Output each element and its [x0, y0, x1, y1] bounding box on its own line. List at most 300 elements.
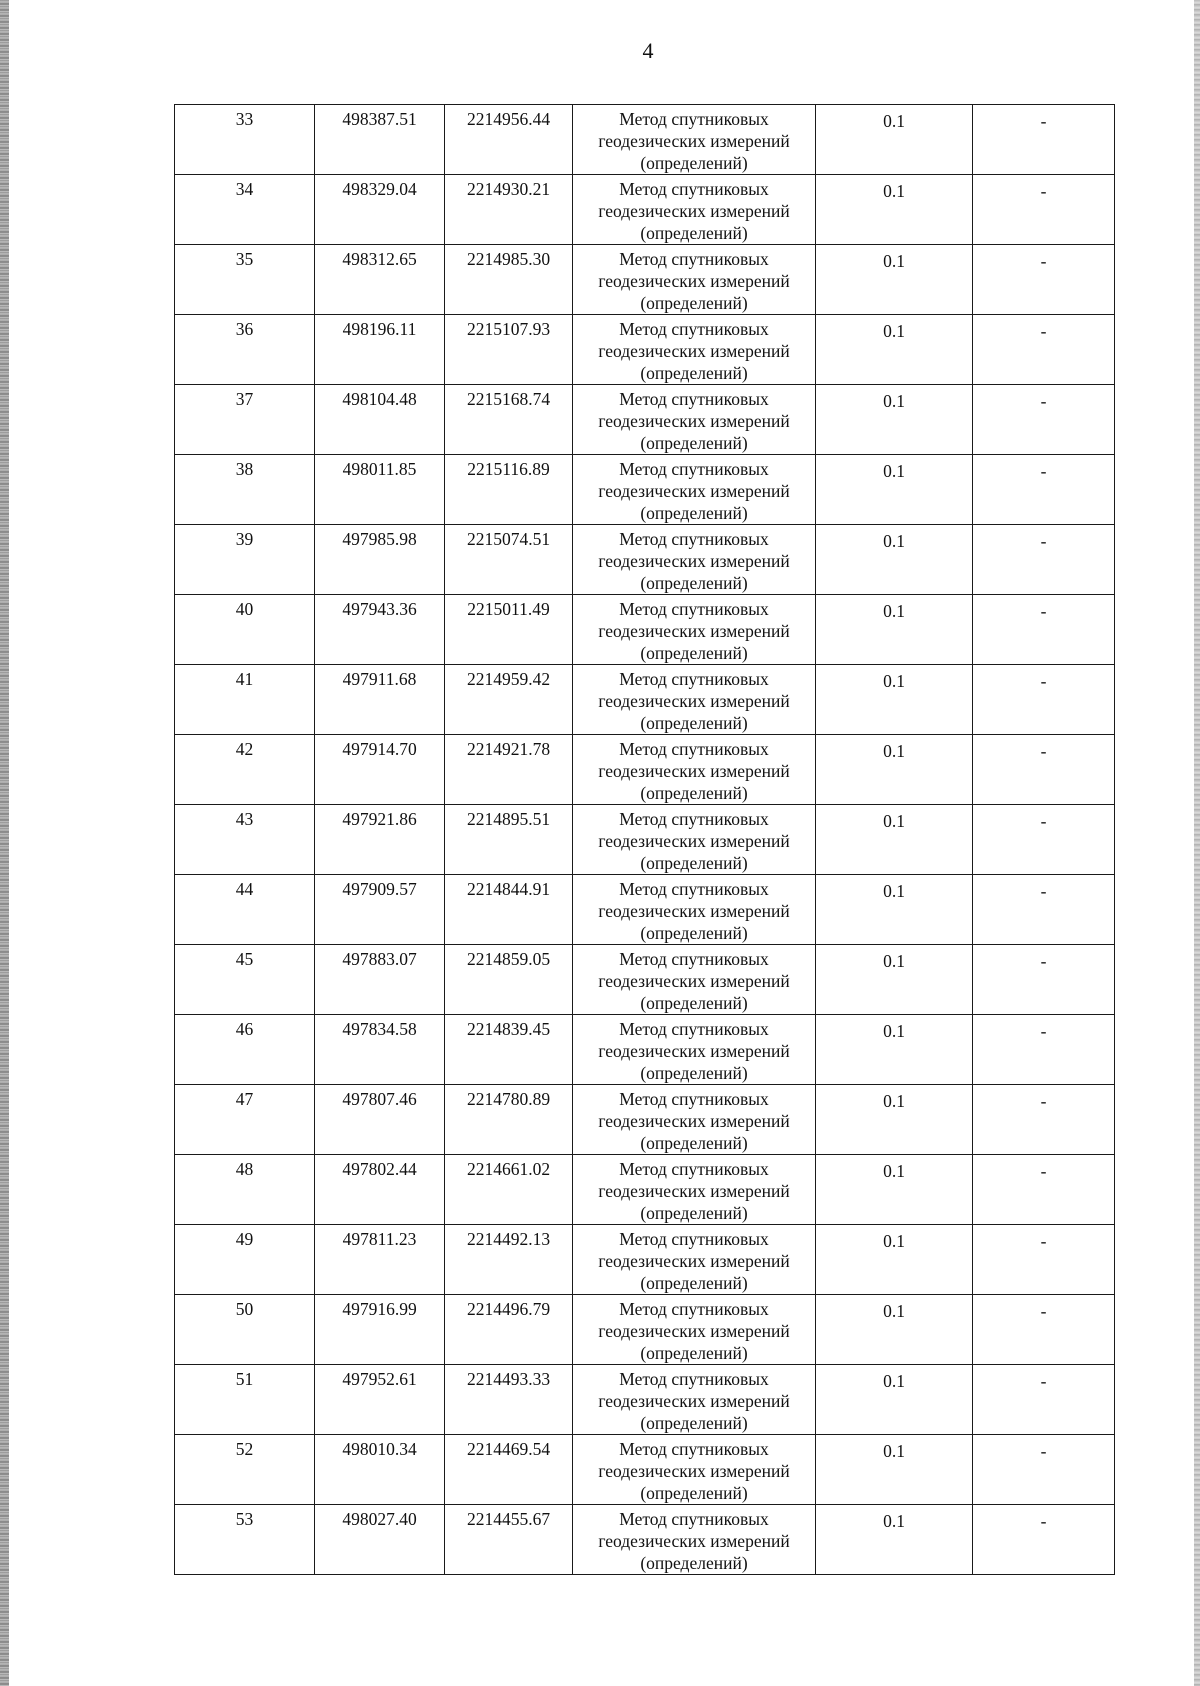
coordinate-y-cell-text: 2214844.91: [466, 879, 551, 899]
coordinate-x-cell: [315, 1085, 445, 1155]
point-number-cell: [175, 1155, 315, 1225]
coordinate-y-cell-text: 2215116.89: [467, 459, 550, 479]
table-row: [175, 595, 1115, 665]
method-line: Метод спутниковых: [619, 249, 769, 269]
method-line: (определений): [640, 853, 748, 873]
description-cell: [973, 875, 1115, 945]
coordinate-x-cell: [315, 1435, 445, 1505]
method-line: геодезических измерений: [598, 131, 790, 151]
method-line: Метод спутниковых: [619, 389, 769, 409]
method-line: геодезических измерений: [598, 1181, 790, 1201]
coordinate-x-cell-text: 497985.98: [342, 529, 417, 549]
method-line: геодезических измерений: [598, 1111, 790, 1131]
method-cell: [573, 385, 816, 455]
precision-cell: [816, 945, 973, 1015]
coordinate-y-cell: [445, 1435, 573, 1505]
method-line: геодезических измерений: [598, 341, 790, 361]
description-cell: [973, 1505, 1115, 1575]
point-number-cell: [175, 245, 315, 315]
coordinate-y-cell: [445, 665, 573, 735]
table-row: [175, 105, 1115, 175]
description-cell: [973, 595, 1115, 665]
method-line: (определений): [640, 993, 748, 1013]
point-number-cell: [175, 1295, 315, 1365]
description-cell-text: -: [1040, 1511, 1047, 1531]
description-cell-text: -: [1040, 1441, 1047, 1461]
table-row: [175, 455, 1115, 525]
precision-cell: [816, 1295, 973, 1365]
coordinate-x-cell-text: 497911.68: [342, 669, 417, 689]
description-cell-text: -: [1040, 671, 1047, 691]
coordinate-y-cell: [445, 385, 573, 455]
method-line: (определений): [640, 923, 748, 943]
method-cell: [573, 1015, 816, 1085]
precision-cell-text: 0.1: [883, 1301, 905, 1321]
method-line: Метод спутниковых: [619, 1369, 769, 1389]
method-cell: [573, 945, 816, 1015]
method-cell: [573, 1225, 816, 1295]
precision-cell: [816, 1225, 973, 1295]
coordinate-y-cell-text: 2215074.51: [466, 529, 551, 549]
coordinate-x-cell: [315, 1505, 445, 1575]
method-line: Метод спутниковых: [619, 879, 769, 899]
method-line: Метод спутниковых: [619, 179, 769, 199]
method-line: Метод спутниковых: [619, 739, 769, 759]
method-line: Метод спутниковых: [619, 1299, 769, 1319]
precision-cell: [816, 1085, 973, 1155]
coordinate-x-cell: [315, 1155, 445, 1225]
description-cell: [973, 735, 1115, 805]
precision-cell: [816, 875, 973, 945]
point-number-cell-text: 43: [235, 809, 254, 829]
coordinate-y-cell-text: 2214839.45: [466, 1019, 551, 1039]
coordinate-x-cell: [315, 1365, 445, 1435]
method-line: геодезических измерений: [598, 1531, 790, 1551]
precision-cell: [816, 455, 973, 525]
coordinate-x-cell-text: 497943.36: [342, 599, 417, 619]
scan-edge-right: [1194, 0, 1200, 1686]
method-line: (определений): [640, 1203, 748, 1223]
description-cell-text: -: [1040, 391, 1047, 411]
precision-cell-text: 0.1: [883, 181, 905, 201]
description-cell: [973, 665, 1115, 735]
description-cell-text: -: [1040, 741, 1047, 761]
method-line: геодезических измерений: [598, 201, 790, 221]
method-line: Метод спутниковых: [619, 949, 769, 969]
method-line: (определений): [640, 153, 748, 173]
method-line: (определений): [640, 643, 748, 663]
coordinate-y-cell-text: 2214956.44: [466, 109, 551, 129]
precision-cell: [816, 1505, 973, 1575]
point-number-cell: [175, 525, 315, 595]
coordinate-y-cell: [445, 525, 573, 595]
method-cell: [573, 105, 816, 175]
coordinate-y-cell-text: 2215011.49: [467, 599, 550, 619]
coordinate-y-cell: [445, 175, 573, 245]
precision-cell: [816, 735, 973, 805]
coordinate-y-cell: [445, 595, 573, 665]
description-cell: [973, 175, 1115, 245]
precision-cell: [816, 805, 973, 875]
method-line: Метод спутниковых: [619, 459, 769, 479]
coordinate-y-cell-text: 2214496.79: [466, 1299, 551, 1319]
method-cell: [573, 665, 816, 735]
method-cell: [573, 315, 816, 385]
point-number-cell: [175, 805, 315, 875]
point-number-cell-text: 52: [235, 1439, 254, 1459]
coordinate-x-cell-text: 497914.70: [342, 739, 417, 759]
method-line: Метод спутниковых: [619, 1019, 769, 1039]
coordinate-x-cell-text: 498010.34: [342, 1439, 417, 1459]
coordinate-y-cell: [445, 1085, 573, 1155]
point-number-cell: [175, 1225, 315, 1295]
coordinate-x-cell-text: 498329.04: [342, 179, 417, 199]
description-cell-text: -: [1040, 811, 1047, 831]
coordinate-y-cell: [445, 1295, 573, 1365]
method-line: Метод спутниковых: [619, 1509, 769, 1529]
method-line: геодезических измерений: [598, 1321, 790, 1341]
table-row: [175, 1225, 1115, 1295]
coordinate-y-cell-text: 2214959.42: [466, 669, 551, 689]
description-cell-text: -: [1040, 181, 1047, 201]
coordinate-y-cell-text: 2214492.13: [466, 1229, 551, 1249]
coordinate-y-cell: [445, 1155, 573, 1225]
point-number-cell-text: 33: [235, 109, 254, 129]
table-row: [175, 245, 1115, 315]
precision-cell-text: 0.1: [883, 1091, 905, 1111]
method-line: (определений): [640, 503, 748, 523]
precision-cell-text: 0.1: [883, 251, 905, 271]
description-cell-text: -: [1040, 1161, 1047, 1181]
precision-cell-text: 0.1: [883, 1231, 905, 1251]
table-row: [175, 1085, 1115, 1155]
point-number-cell: [175, 1365, 315, 1435]
method-line: геодезических измерений: [598, 621, 790, 641]
description-cell-text: -: [1040, 1021, 1047, 1041]
description-cell: [973, 455, 1115, 525]
point-number-cell-text: 36: [235, 319, 254, 339]
coordinate-x-cell: [315, 315, 445, 385]
coordinate-y-cell-text: 2215168.74: [466, 389, 551, 409]
description-cell-text: -: [1040, 531, 1047, 551]
method-line: (определений): [640, 293, 748, 313]
coordinate-x-cell-text: 497811.23: [342, 1229, 417, 1249]
method-cell: [573, 875, 816, 945]
coordinate-y-cell-text: 2214493.33: [466, 1369, 551, 1389]
method-line: геодезических измерений: [598, 831, 790, 851]
method-line: Метод спутниковых: [619, 1159, 769, 1179]
method-line: геодезических измерений: [598, 761, 790, 781]
table-row: [175, 945, 1115, 1015]
table-row: [175, 1365, 1115, 1435]
precision-cell: [816, 1435, 973, 1505]
coordinate-y-cell-text: 2214780.89: [466, 1089, 551, 1109]
point-number-cell-text: 42: [235, 739, 254, 759]
coordinate-x-cell-text: 497909.57: [342, 879, 417, 899]
table-row: [175, 805, 1115, 875]
precision-cell: [816, 175, 973, 245]
method-cell: [573, 1085, 816, 1155]
method-line: (определений): [640, 783, 748, 803]
coordinate-x-cell: [315, 105, 445, 175]
description-cell-text: -: [1040, 321, 1047, 341]
coordinate-y-cell: [445, 105, 573, 175]
coordinate-x-cell: [315, 175, 445, 245]
point-number-cell: [175, 105, 315, 175]
point-number-cell: [175, 455, 315, 525]
method-line: (определений): [640, 223, 748, 243]
point-number-cell: [175, 735, 315, 805]
point-number-cell: [175, 1085, 315, 1155]
precision-cell: [816, 595, 973, 665]
point-number-cell-text: 48: [235, 1159, 254, 1179]
precision-cell: [816, 1365, 973, 1435]
coordinate-x-cell: [315, 525, 445, 595]
method-cell: [573, 455, 816, 525]
coordinate-x-cell-text: 497921.86: [342, 809, 417, 829]
coordinate-x-cell-text: 497807.46: [342, 1089, 417, 1109]
table-row: [175, 735, 1115, 805]
method-line: Метод спутниковых: [619, 109, 769, 129]
precision-cell-text: 0.1: [883, 601, 905, 621]
method-line: (определений): [640, 1553, 748, 1573]
point-number-cell-text: 41: [235, 669, 254, 689]
method-line: Метод спутниковых: [619, 599, 769, 619]
precision-cell-text: 0.1: [883, 881, 905, 901]
coordinate-x-cell-text: 497883.07: [342, 949, 417, 969]
point-number-cell: [175, 1505, 315, 1575]
coordinate-y-cell: [445, 315, 573, 385]
description-cell: [973, 105, 1115, 175]
coordinates-table: [174, 104, 1115, 1575]
method-line: (определений): [640, 1273, 748, 1293]
page-number: 4: [642, 38, 654, 63]
method-line: Метод спутниковых: [619, 1229, 769, 1249]
description-cell-text: -: [1040, 951, 1047, 971]
precision-cell-text: 0.1: [883, 951, 905, 971]
point-number-cell: [175, 175, 315, 245]
precision-cell: [816, 245, 973, 315]
description-cell-text: -: [1040, 601, 1047, 621]
method-line: Метод спутниковых: [619, 529, 769, 549]
coordinate-y-cell-text: 2214455.67: [466, 1509, 551, 1529]
point-number-cell-text: 53: [235, 1509, 254, 1529]
point-number-cell: [175, 945, 315, 1015]
method-line: (определений): [640, 1133, 748, 1153]
precision-cell-text: 0.1: [883, 811, 905, 831]
description-cell-text: -: [1040, 251, 1047, 271]
method-line: геодезических измерений: [598, 411, 790, 431]
coordinate-x-cell: [315, 1295, 445, 1365]
method-line: (определений): [640, 1063, 748, 1083]
method-cell: [573, 1505, 816, 1575]
point-number-cell-text: 40: [235, 599, 254, 619]
method-line: (определений): [640, 713, 748, 733]
coordinate-y-cell-text: 2214895.51: [466, 809, 551, 829]
description-cell-text: -: [1040, 1371, 1047, 1391]
table-row: [175, 525, 1115, 595]
point-number-cell: [175, 595, 315, 665]
coordinate-x-cell-text: 498104.48: [342, 389, 417, 409]
precision-cell-text: 0.1: [883, 461, 905, 481]
point-number-cell: [175, 385, 315, 455]
method-line: геодезических измерений: [598, 1461, 790, 1481]
table-row: [175, 1295, 1115, 1365]
table-row: [175, 385, 1115, 455]
description-cell: [973, 525, 1115, 595]
point-number-cell-text: 51: [235, 1369, 254, 1389]
coordinate-y-cell-text: 2214469.54: [466, 1439, 551, 1459]
coordinate-x-cell-text: 498387.51: [342, 109, 417, 129]
method-line: (определений): [640, 1413, 748, 1433]
method-line: геодезических измерений: [598, 691, 790, 711]
method-cell: [573, 1295, 816, 1365]
coordinate-y-cell-text: 2214985.30: [466, 249, 551, 269]
coordinate-x-cell-text: 497802.44: [342, 1159, 417, 1179]
precision-cell: [816, 1015, 973, 1085]
method-cell: [573, 1155, 816, 1225]
method-line: (определений): [640, 573, 748, 593]
description-cell-text: -: [1040, 461, 1047, 481]
precision-cell-text: 0.1: [883, 321, 905, 341]
coordinate-x-cell-text: 497952.61: [342, 1369, 417, 1389]
table-row: [175, 1435, 1115, 1505]
point-number-cell-text: 37: [235, 389, 254, 409]
precision-cell-text: 0.1: [883, 1371, 905, 1391]
method-line: геодезических измерений: [598, 551, 790, 571]
coordinate-y-cell-text: 2214661.02: [466, 1159, 551, 1179]
coordinates-table-body: [175, 105, 1115, 1575]
table-row: [175, 1155, 1115, 1225]
point-number-cell: [175, 1015, 315, 1085]
description-cell: [973, 805, 1115, 875]
point-number-cell-text: 46: [235, 1019, 254, 1039]
method-line: Метод спутниковых: [619, 669, 769, 689]
description-cell: [973, 1435, 1115, 1505]
precision-cell-text: 0.1: [883, 531, 905, 551]
method-cell: [573, 735, 816, 805]
coordinate-y-cell: [445, 735, 573, 805]
coordinate-y-cell: [445, 945, 573, 1015]
point-number-cell-text: 35: [235, 249, 254, 269]
coordinate-x-cell-text: 497916.99: [342, 1299, 417, 1319]
precision-cell: [816, 105, 973, 175]
point-number-cell-text: 34: [235, 179, 254, 199]
method-line: геодезических измерений: [598, 1251, 790, 1271]
coordinate-y-cell-text: 2215107.93: [466, 319, 551, 339]
coordinate-y-cell: [445, 245, 573, 315]
method-cell: [573, 525, 816, 595]
description-cell: [973, 245, 1115, 315]
precision-cell-text: 0.1: [883, 1021, 905, 1041]
method-cell: [573, 175, 816, 245]
coordinate-y-cell: [445, 1505, 573, 1575]
precision-cell-text: 0.1: [883, 1511, 905, 1531]
coordinate-x-cell: [315, 595, 445, 665]
coordinate-y-cell: [445, 875, 573, 945]
method-line: (определений): [640, 1343, 748, 1363]
method-cell: [573, 245, 816, 315]
method-line: геодезических измерений: [598, 901, 790, 921]
table-row: [175, 1015, 1115, 1085]
description-cell-text: -: [1040, 1231, 1047, 1251]
coordinate-x-cell: [315, 875, 445, 945]
coordinate-x-cell-text: 498196.11: [342, 319, 417, 339]
description-cell: [973, 1225, 1115, 1295]
point-number-cell: [175, 875, 315, 945]
coordinate-y-cell-text: 2214859.05: [466, 949, 551, 969]
coordinate-x-cell: [315, 945, 445, 1015]
coordinate-x-cell: [315, 385, 445, 455]
coordinate-y-cell: [445, 1365, 573, 1435]
point-number-cell-text: 44: [235, 879, 254, 899]
coordinate-x-cell-text: 498312.65: [342, 249, 417, 269]
point-number-cell-text: 39: [235, 529, 254, 549]
method-line: (определений): [640, 363, 748, 383]
description-cell: [973, 1295, 1115, 1365]
method-line: геодезических измерений: [598, 1041, 790, 1061]
precision-cell: [816, 665, 973, 735]
description-cell: [973, 945, 1115, 1015]
description-cell-text: -: [1040, 1091, 1047, 1111]
coordinate-x-cell: [315, 665, 445, 735]
description-cell: [973, 1155, 1115, 1225]
method-line: Метод спутниковых: [619, 1439, 769, 1459]
coordinate-x-cell-text: 498027.40: [342, 1509, 417, 1529]
scan-edge-left: [0, 0, 9, 1686]
table-row: [175, 315, 1115, 385]
table-row: [175, 875, 1115, 945]
method-line: геодезических измерений: [598, 1391, 790, 1411]
description-cell: [973, 385, 1115, 455]
precision-cell-text: 0.1: [883, 1441, 905, 1461]
precision-cell-text: 0.1: [883, 1161, 905, 1181]
description-cell: [973, 1085, 1115, 1155]
coordinate-y-cell: [445, 455, 573, 525]
description-cell: [973, 1365, 1115, 1435]
coordinate-x-cell: [315, 805, 445, 875]
method-line: Метод спутниковых: [619, 809, 769, 829]
point-number-cell-text: 38: [235, 459, 254, 479]
method-cell: [573, 1365, 816, 1435]
point-number-cell: [175, 315, 315, 385]
method-line: геодезических измерений: [598, 971, 790, 991]
coordinate-x-cell: [315, 455, 445, 525]
point-number-cell: [175, 1435, 315, 1505]
description-cell: [973, 315, 1115, 385]
method-line: геодезических измерений: [598, 271, 790, 291]
method-cell: [573, 805, 816, 875]
point-number-cell-text: 45: [235, 949, 254, 969]
precision-cell-text: 0.1: [883, 111, 905, 131]
description-cell-text: -: [1040, 1301, 1047, 1321]
precision-cell-text: 0.1: [883, 741, 905, 761]
point-number-cell-text: 50: [235, 1299, 254, 1319]
coordinate-x-cell: [315, 245, 445, 315]
coordinate-x-cell: [315, 1225, 445, 1295]
coordinate-x-cell-text: 497834.58: [342, 1019, 417, 1039]
method-line: геодезических измерений: [598, 481, 790, 501]
method-line: (определений): [640, 433, 748, 453]
description-cell: [973, 1015, 1115, 1085]
method-line: Метод спутниковых: [619, 1089, 769, 1109]
coordinate-y-cell-text: 2214921.78: [466, 739, 551, 759]
coordinate-y-cell: [445, 805, 573, 875]
precision-cell: [816, 315, 973, 385]
point-number-cell: [175, 665, 315, 735]
method-cell: [573, 1435, 816, 1505]
description-cell-text: -: [1040, 111, 1047, 131]
